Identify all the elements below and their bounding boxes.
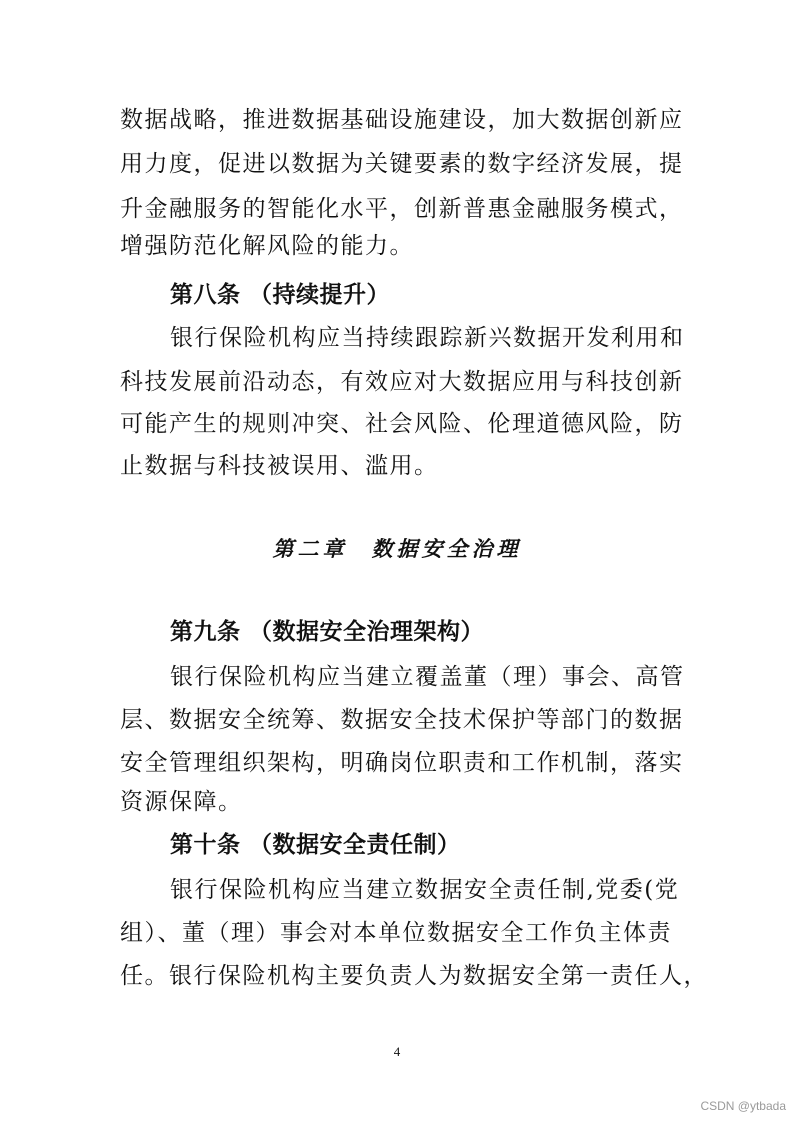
paragraph-line: 银行保险机构应当建立覆盖董（理）事会、高管 <box>170 664 685 690</box>
page-number: 4 <box>393 1044 401 1059</box>
paragraph-line: 可能产生的规则冲突、社会风险、伦理道德风险，防 <box>120 411 684 437</box>
watermark-text: CSDN @ytbada <box>700 1099 786 1113</box>
chapter-title: 数据安全治理 <box>371 536 522 561</box>
paragraph-line: 层、数据安全统筹、数据安全技术保护等部门的数据 <box>120 707 684 733</box>
paragraph-line: 资源保障。 <box>120 789 243 815</box>
paragraph-line: 用力度，促进以数据为关键要素的数字经济发展，提 <box>120 151 684 177</box>
chapter-heading <box>0 534 794 564</box>
paragraph-line: 安全管理组织架构，明确岗位职责和工作机制，落实 <box>120 750 684 776</box>
paragraph-line: 数据战略，推进数据基础设施建设，加大数据创新应 <box>120 107 684 133</box>
paragraph-line: 科技发展前沿动态，有效应对大数据应用与科技创新 <box>120 369 684 395</box>
article-9-heading: 第九条 （数据安全治理架构） <box>170 618 485 645</box>
chapter-number: 第二章 <box>272 536 348 561</box>
paragraph-line: 增强防范化解风险的能力。 <box>120 233 414 259</box>
paragraph-line: 任。银行保险机构主要负责人为数据安全第一责任人， <box>120 963 708 989</box>
paragraph-line: 银行保险机构应当建立数据安全责任制,党委(党 <box>170 877 680 903</box>
paragraph-line: 组）、董（理）事会对本单位数据安全工作负主体责 <box>120 920 672 946</box>
paragraph-line: 止数据与科技被误用、滥用。 <box>120 453 439 479</box>
article-8-heading: 第八条 （持续提升） <box>170 281 391 308</box>
paragraph-line: 银行保险机构应当持续跟踪新兴数据开发利用和 <box>170 325 685 351</box>
paragraph-line: 升金融服务的智能化水平，创新普惠金融服务模式， <box>120 196 684 222</box>
article-10-heading: 第十条 （数据安全责任制） <box>170 831 461 858</box>
